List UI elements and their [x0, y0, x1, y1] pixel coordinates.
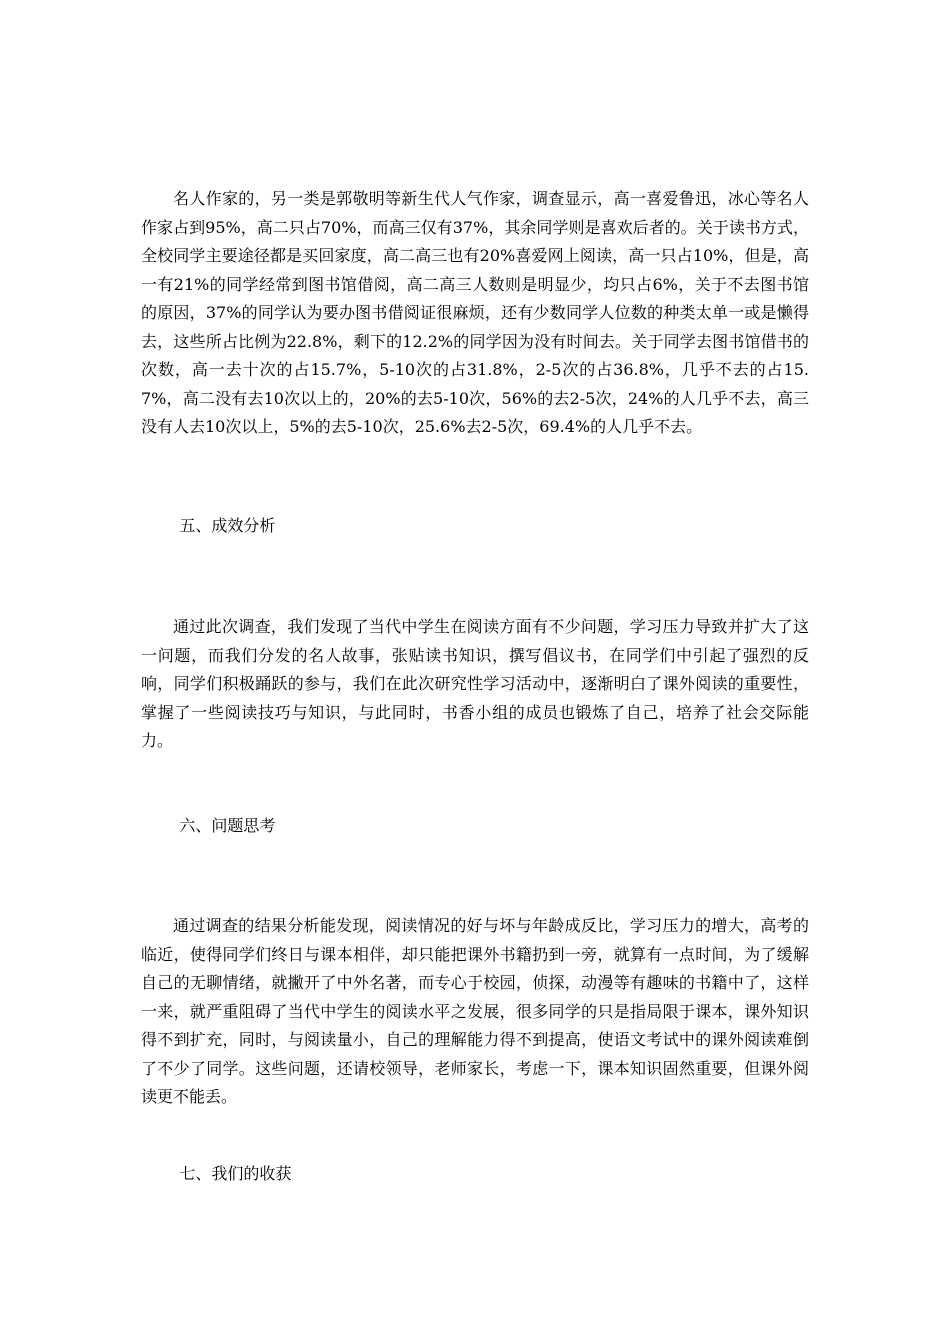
body-paragraph: 名人作家的，另一类是郭敬明等新生代人气作家，调查显示，高一喜爱鲁迅，冰心等名人作家占到95%，高二只占70%，而高三仅有37%，其余同学则是喜欢后者的。关于读书方式，全校同学主要途径都是买回家度，高二高三也有20%喜爱网上阅读，高一只占10%，但是，高一有21%的同学经常到图书馆借阅，高二高三人数则是明显少，均只占6%，关于不去图书馆的原因，37%的同学认为要办图书借阅证很麻烦，还有少数同学人位数的种类太单一或是懒得去，这些所占比例为22.8%，剩下的12.2%的同学因为没有时间去。关于同学去图书馆借书的次数，高一去十次的占15.7%，5-10次的占31.8%，2-5次的占36.8%，几乎不去的占15.7%，高二没有去10次以上的，20%的去5-10次，56%的去2-5次，24%的人几乎不去，高三没有人去10次以上，5%的去5-10次，25.6%去2-5次，69.4%的人几乎不去。: [141, 189, 809, 436]
body-paragraph: 通过此次调查，我们发现了当代中学生在阅读方面有不少问题，学习压力导致并扩大了这一问题，而我们分发的名人故事，张贴读书知识，撰写倡议书，在同学们中引起了强烈的反响，同学们积极踊跃的参与，我们在此次研究性学习活动中，逐渐明白了课外阅读的重要性，掌握了一些阅读技巧与知识，与此同时，书香小组的成员也锻炼了自己，培养了社会交际能力。: [141, 617, 809, 750]
section-heading-7: 七、我们的收获: [179, 1164, 292, 1183]
section-heading-5: 五、成效分析: [179, 516, 276, 535]
section-heading-6: 六、问题思考: [179, 816, 276, 835]
body-paragraph: 通过调查的结果分析能发现，阅读情况的好与坏与年龄成反比，学习压力的增大，高考的临近，使得同学们终日与课本相伴，却只能把课外书籍扔到一旁，就算有一点时间，为了缓解自己的无聊情绪，就撇开了中外名著，而专心于校园，侦探，动漫等有趣味的书籍中了，这样一来，就严重阻碍了当代中学生的阅读水平之发展，很多同学的只是指局限于课本，课外知识得不到扩充，同时，与阅读量小，自己的理解能力得不到提高，使语文考试中的课外阅读难倒了不少了同学。这些问题，还请校领导，老师家长，考虑一下，课本知识固然重要，但课外阅读更不能丢。: [141, 916, 809, 1106]
